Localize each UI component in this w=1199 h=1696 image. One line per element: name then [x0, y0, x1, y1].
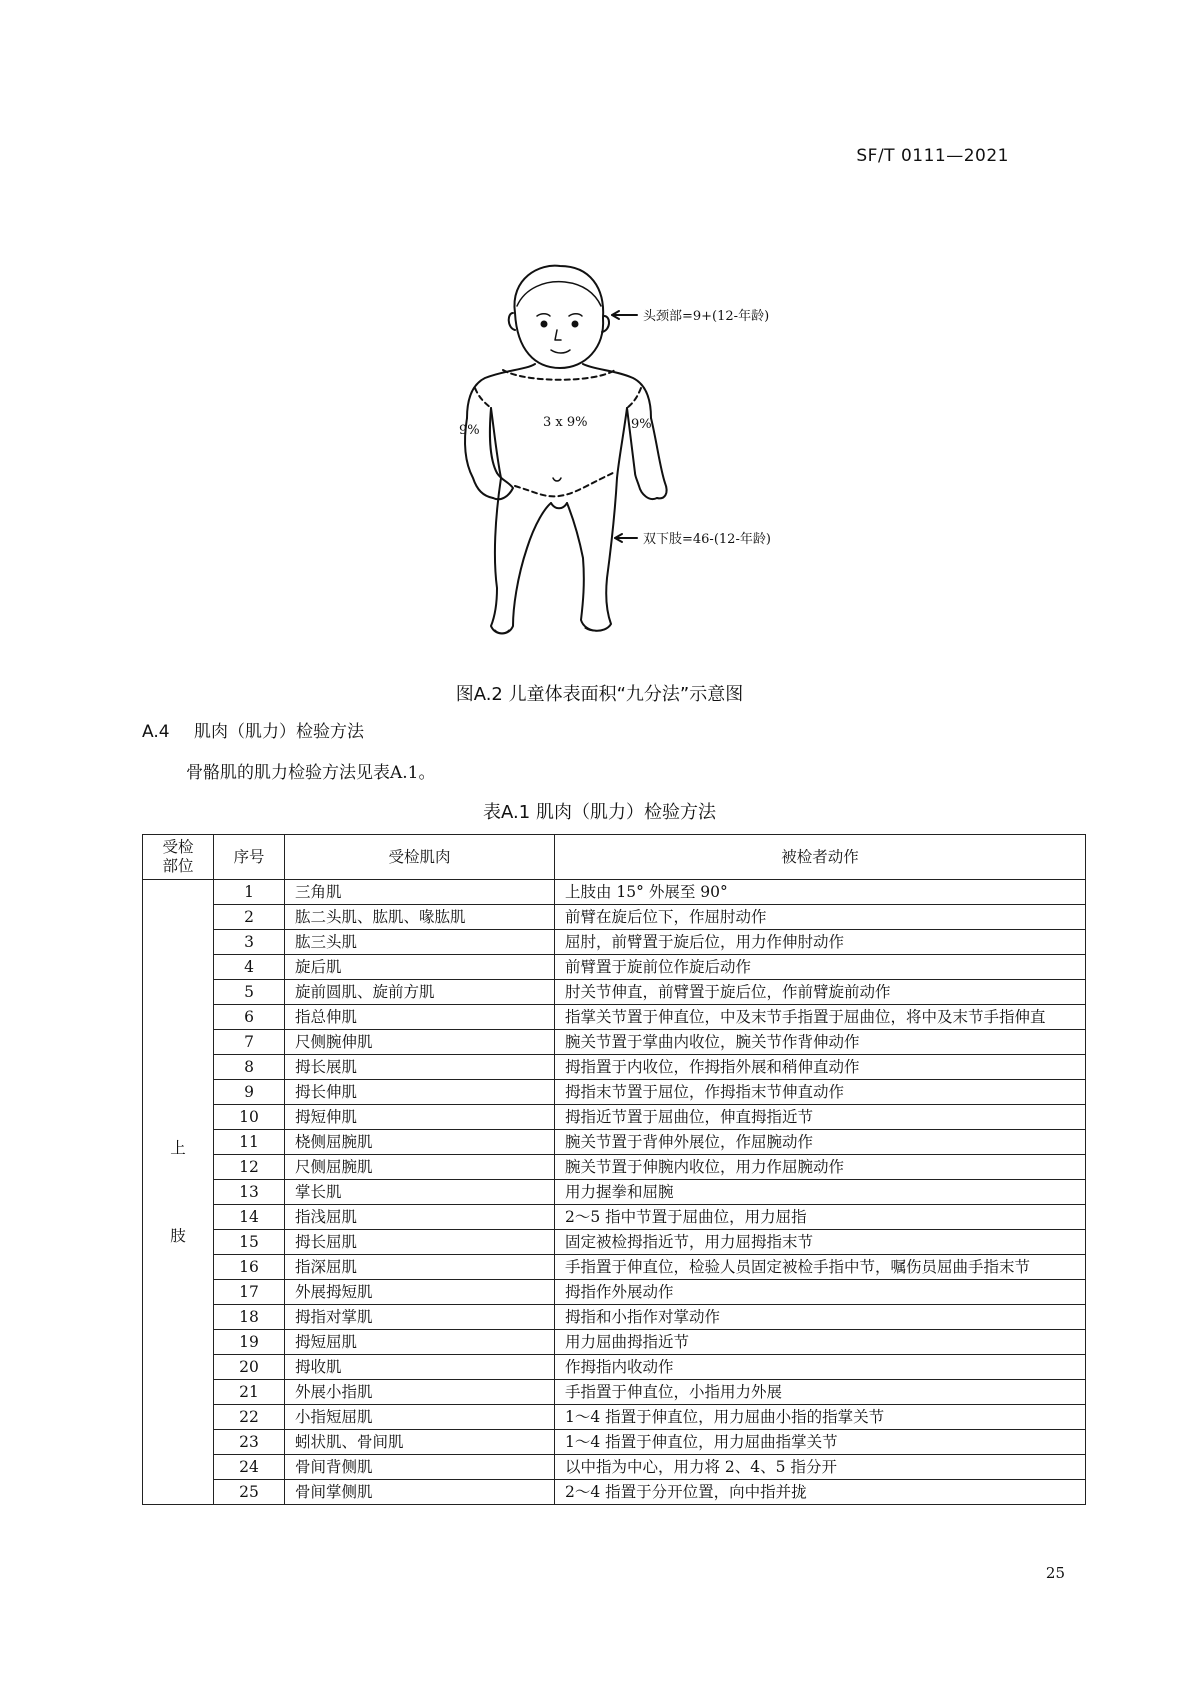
row-number: 1 [214, 880, 285, 905]
table-row [143, 1330, 1086, 1355]
row-number: 9 [214, 1080, 285, 1105]
row-number: 21 [214, 1380, 285, 1405]
row-muscle: 拇短伸肌 [285, 1105, 555, 1130]
row-action: 上肢由 15° 外展至 90° [555, 880, 1086, 905]
table-row [143, 930, 1086, 955]
row-number: 14 [214, 1205, 285, 1230]
region-char-2: 肢 [170, 1226, 186, 1245]
row-muscle: 拇长屈肌 [285, 1230, 555, 1255]
table-row [143, 1205, 1086, 1230]
row-action: 固定被检拇指近节，用力屈拇指末节 [555, 1230, 1086, 1255]
table-row [143, 1455, 1086, 1480]
row-muscle: 指总伸肌 [285, 1005, 555, 1030]
row-muscle: 尺侧屈腕肌 [285, 1155, 555, 1180]
figure-label-left-arm: 9% [459, 423, 480, 438]
row-action: 腕关节置于掌曲内收位，腕关节作背伸动作 [555, 1030, 1086, 1055]
row-action: 前臂在旋后位下，作屈肘动作 [555, 905, 1086, 930]
row-action: 肘关节伸直，前臂置于旋后位，作前臂旋前动作 [555, 980, 1086, 1005]
row-muscle: 外展小指肌 [285, 1380, 555, 1405]
row-number: 24 [214, 1455, 285, 1480]
row-number: 11 [214, 1130, 285, 1155]
table-row [143, 1080, 1086, 1105]
row-action: 腕关节置于伸腕内收位，用力作屈腕动作 [555, 1155, 1086, 1180]
row-muscle: 骨间掌侧肌 [285, 1480, 555, 1505]
row-number: 4 [214, 955, 285, 980]
row-action: 用力屈曲拇指近节 [555, 1330, 1086, 1355]
table-row [143, 880, 1086, 905]
row-number: 18 [214, 1305, 285, 1330]
table-header-row [143, 835, 1086, 880]
row-number: 6 [214, 1005, 285, 1030]
table-row [143, 955, 1086, 980]
row-number: 12 [214, 1155, 285, 1180]
row-muscle: 拇指对掌肌 [285, 1305, 555, 1330]
row-number: 16 [214, 1255, 285, 1280]
table-row [143, 1130, 1086, 1155]
table-row [143, 1430, 1086, 1455]
row-muscle: 外展拇短肌 [285, 1280, 555, 1305]
row-number: 10 [214, 1105, 285, 1130]
row-muscle: 拇收肌 [285, 1355, 555, 1380]
header-number: 序号 [214, 835, 285, 880]
table-caption: 表A.1 肌肉（肌力）检验方法 [483, 802, 716, 823]
row-number: 19 [214, 1330, 285, 1355]
section-number: A.4 [142, 722, 170, 742]
row-muscle: 肱三头肌 [285, 930, 555, 955]
page-number: 25 [1045, 1564, 1065, 1582]
figure-label-trunk: 3 x 9% [543, 415, 588, 430]
row-action: 2～4 指置于分开位置，向中指并拢 [555, 1480, 1086, 1505]
child-body-diagram [455, 258, 775, 658]
row-action: 屈肘，前臂置于旋后位，用力作伸肘动作 [555, 930, 1086, 955]
row-muscle: 掌长肌 [285, 1180, 555, 1205]
row-muscle: 旋后肌 [285, 955, 555, 980]
table-row [143, 1030, 1086, 1055]
row-action: 拇指和小指作对掌动作 [555, 1305, 1086, 1330]
row-action: 拇指置于内收位，作拇指外展和稍伸直动作 [555, 1055, 1086, 1080]
table-row [143, 1230, 1086, 1255]
row-muscle: 拇长展肌 [285, 1055, 555, 1080]
table-row [143, 1180, 1086, 1205]
row-number: 17 [214, 1280, 285, 1305]
row-action: 用力握拳和屈腕 [555, 1180, 1086, 1205]
row-muscle: 小指短屈肌 [285, 1405, 555, 1430]
row-action: 作拇指内收动作 [555, 1355, 1086, 1380]
table-row [143, 1480, 1086, 1505]
row-number: 25 [214, 1480, 285, 1505]
row-muscle: 指深屈肌 [285, 1255, 555, 1280]
figure-label-head: 头颈部=9+(12-年龄) [643, 309, 770, 324]
row-muscle: 骨间背侧肌 [285, 1455, 555, 1480]
row-action: 拇指近节置于屈曲位，伸直拇指近节 [555, 1105, 1086, 1130]
table-row [143, 1380, 1086, 1405]
row-action: 腕关节置于背伸外展位，作屈腕动作 [555, 1130, 1086, 1155]
row-action: 2～5 指中节置于屈曲位，用力屈指 [555, 1205, 1086, 1230]
row-action: 1～4 指置于伸直位，用力屈曲指掌关节 [555, 1430, 1086, 1455]
table-row [143, 1405, 1086, 1430]
row-number: 23 [214, 1430, 285, 1455]
table-row [143, 1005, 1086, 1030]
table-row [143, 1105, 1086, 1130]
row-action: 指掌关节置于伸直位，中及末节手指置于屈曲位，将中及末节手指伸直 [555, 1005, 1086, 1030]
row-number: 8 [214, 1055, 285, 1080]
table-row [143, 1055, 1086, 1080]
header-region: 受检 部位 [143, 835, 214, 880]
row-number: 22 [214, 1405, 285, 1430]
section-title: 肌肉（肌力）检验方法 [194, 722, 364, 742]
row-muscle: 旋前圆肌、旋前方肌 [285, 980, 555, 1005]
row-muscle: 拇长伸肌 [285, 1080, 555, 1105]
row-number: 2 [214, 905, 285, 930]
table-row [143, 980, 1086, 1005]
row-number: 3 [214, 930, 285, 955]
header-action: 被检者动作 [555, 835, 1086, 880]
row-muscle: 指浅屈肌 [285, 1205, 555, 1230]
row-muscle: 三角肌 [285, 880, 555, 905]
table-row [143, 1355, 1086, 1380]
table-row [143, 905, 1086, 930]
muscle-strength-table [142, 834, 1086, 1505]
row-number: 15 [214, 1230, 285, 1255]
table-row [143, 1280, 1086, 1305]
header-muscle: 受检肌肉 [285, 835, 555, 880]
body-paragraph: 骨骼肌的肌力检验方法见表A.1。 [186, 763, 436, 783]
row-action: 1～4 指置于伸直位，用力屈曲小指的指掌关节 [555, 1405, 1086, 1430]
table-row [143, 1305, 1086, 1330]
table-row [143, 1155, 1086, 1180]
row-action: 拇指作外展动作 [555, 1280, 1086, 1305]
row-action: 以中指为中心，用力将 2、4、5 指分开 [555, 1455, 1086, 1480]
figure-caption: 图A.2 儿童体表面积“九分法”示意图 [455, 684, 744, 705]
figure-label-legs: 双下肢=46-(12-年龄) [643, 532, 771, 547]
row-action: 前臂置于旋前位作旋后动作 [555, 955, 1086, 980]
section-heading [142, 717, 364, 742]
row-action: 手指置于伸直位，检验人员固定被检手指中节，嘱伤员屈曲手指末节 [555, 1255, 1086, 1280]
row-number: 5 [214, 980, 285, 1005]
row-number: 20 [214, 1355, 285, 1380]
row-number: 7 [214, 1030, 285, 1055]
row-muscle: 蚓状肌、骨间肌 [285, 1430, 555, 1455]
row-muscle: 拇短屈肌 [285, 1330, 555, 1355]
region-cell [143, 880, 214, 1505]
row-number: 13 [214, 1180, 285, 1205]
table-row [143, 1255, 1086, 1280]
figure-label-right-arm: 9% [631, 417, 652, 432]
region-char-1: 上 [170, 1139, 186, 1158]
row-muscle: 尺侧腕伸肌 [285, 1030, 555, 1055]
row-muscle: 肱二头肌、肱肌、喙肱肌 [285, 905, 555, 930]
document-id: SF/T 0111—2021 [856, 146, 1009, 166]
row-action: 拇指末节置于屈位，作拇指末节伸直动作 [555, 1080, 1086, 1105]
row-action: 手指置于伸直位，小指用力外展 [555, 1380, 1086, 1405]
row-muscle: 桡侧屈腕肌 [285, 1130, 555, 1155]
